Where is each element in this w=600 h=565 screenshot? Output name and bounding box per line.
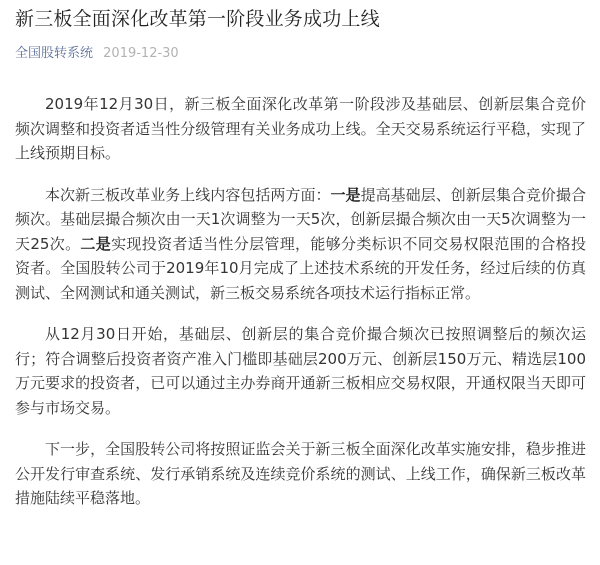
emphasis-text: 一是 [330, 185, 361, 204]
publish-date: 2019-12-30 [103, 46, 179, 61]
paragraph [15, 183, 586, 306]
paragraph-text: 2019年12月30日，新三板全面深化改革第一阶段涉及基础层、创新层集合竞价频次调整和投资者适当性分级管理有关业务成功上线。全天交易系统运行平稳，实现了上线预期目标。 [15, 95, 586, 162]
paragraph-text: 下一步，全国股转公司将按照证监会关于新三板全面深化改革实施安排，稳步推进公开发行审查系统、发行承销系统及连续竞价系统的测试、上线工作，确保新三板改革措施陆续平稳落地。 [15, 440, 586, 507]
paragraph [15, 92, 586, 166]
paragraph [15, 437, 586, 511]
article-body [15, 92, 586, 511]
paragraph-text: 本次新三板改革业务上线内容包括两方面： [45, 185, 331, 204]
paragraph-text: 从12月30日开始，基础层、创新层的集合竞价撮合频次已按照调整后的频次运行；符合调整后投资者资产准入门槛即基础层200万元、创新层150万元、精选层100万元要求的投资者，已可以通过主办券商开通新三板相应交易权限，开通权限当天即可参与市场交易。 [15, 325, 586, 417]
article-title: 新三板全面深化改革第一阶段业务成功上线 [15, 8, 380, 30]
paragraph-text: 提高基础层、创新层集合竞价撮合频次。基础层撮合频次由一天1次调整为一天5次，创新层撮合频次由一天5次调整为一天25次。 [15, 185, 586, 253]
paragraph-text: 实现投资者适当性分层管理，能够分类标识不同交易权限范围的合格投资者。全国股转公司于2019年10月完成了上述技术系统的开发任务，经过后续的仿真测试、全网测试和通关测试，新三板交易系统各项技术运行指标正常。 [15, 234, 586, 302]
source-account-link[interactable]: 全国股转系统 [15, 46, 94, 61]
emphasis-text: 二是 [80, 234, 112, 253]
paragraph [15, 322, 586, 420]
article-meta [15, 44, 586, 64]
